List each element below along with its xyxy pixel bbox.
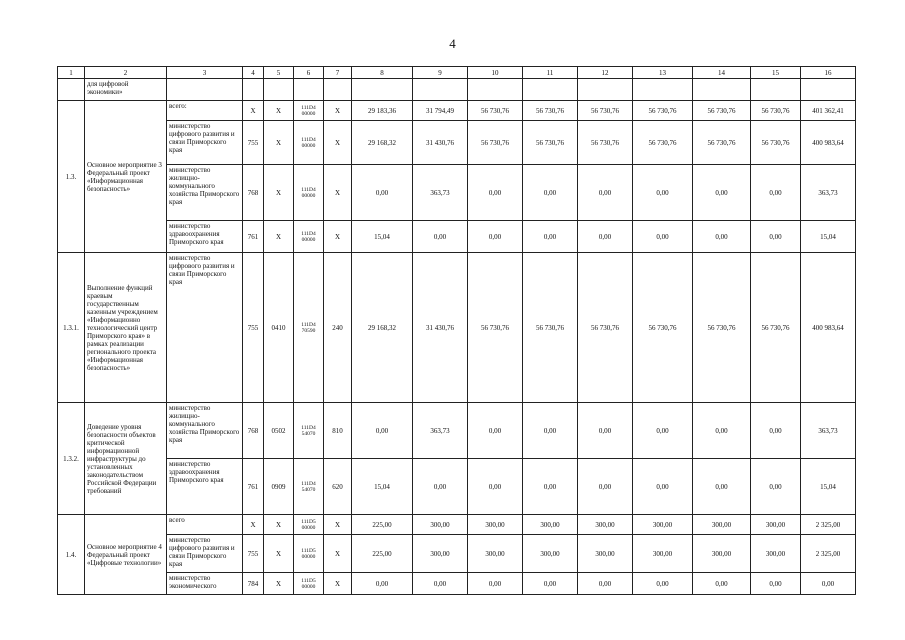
amount-cell: 56 730,76 <box>578 253 633 403</box>
expense-type-cell: 240 <box>324 253 352 403</box>
amount-cell: 300,00 <box>413 535 468 573</box>
target-article-cell: 111D4 70590 <box>294 253 324 403</box>
amount-cell: 0,00 <box>633 459 693 515</box>
amount-cell: 0,00 <box>633 165 693 221</box>
grbs-cell: X <box>243 515 264 535</box>
section-cell: 0410 <box>264 253 294 403</box>
table-row <box>58 253 856 403</box>
grbs-cell: 768 <box>243 165 264 221</box>
amount-cell: 29 183,36 <box>352 101 413 121</box>
target-article-cell: 111D5 00000 <box>294 515 324 535</box>
amount-cell: 0,00 <box>523 573 578 595</box>
amount-cell: 300,00 <box>523 535 578 573</box>
section-cell: X <box>264 535 294 573</box>
amount-cell: 0,00 <box>751 221 801 253</box>
amount-cell: 56 730,76 <box>523 253 578 403</box>
amount-cell: 15,04 <box>801 459 856 515</box>
amount-cell: 2 325,00 <box>801 515 856 535</box>
table-row <box>58 573 856 595</box>
amount-cell: 300,00 <box>633 515 693 535</box>
table-row <box>58 535 856 573</box>
amount-cell: 56 730,76 <box>693 101 751 121</box>
section-cell: X <box>264 121 294 165</box>
amount-cell: 56 730,76 <box>523 101 578 121</box>
amount-cell: 0,00 <box>523 459 578 515</box>
amount-cell: 56 730,76 <box>751 101 801 121</box>
expense-type-cell: X <box>324 221 352 253</box>
amount-cell: 56 730,76 <box>578 121 633 165</box>
amount-cell: 0,00 <box>693 221 751 253</box>
table-row <box>58 403 856 459</box>
amount-cell: 0,00 <box>693 573 751 595</box>
column-number-header: 10 <box>468 67 523 79</box>
expense-type-cell: 620 <box>324 459 352 515</box>
table-row <box>58 459 856 515</box>
row-number-cell: 1.3.2. <box>58 403 85 515</box>
activity-name-cell: Основное мероприятие 4 Федеральный проект «Цифровые технологии» <box>85 515 167 595</box>
amount-cell: 0,00 <box>693 459 751 515</box>
target-article-cell: 111D4 54070 <box>294 403 324 459</box>
table-row <box>58 515 856 535</box>
amount-cell: 0,00 <box>578 165 633 221</box>
expense-type-cell: X <box>324 101 352 121</box>
amount-cell: 300,00 <box>693 515 751 535</box>
grbs-cell: 761 <box>243 459 264 515</box>
amount-cell: 31 794,49 <box>413 101 468 121</box>
amount-cell: 56 730,76 <box>633 101 693 121</box>
table-row <box>58 221 856 253</box>
amount-cell: 0,00 <box>751 459 801 515</box>
target-article-cell: 111D4 54070 <box>294 459 324 515</box>
budget-table <box>57 66 856 595</box>
column-number-header: 2 <box>85 67 167 79</box>
column-number-header: 14 <box>693 67 751 79</box>
grbs-cell: 768 <box>243 403 264 459</box>
amount-cell: 0,00 <box>693 403 751 459</box>
executor-cell: министерство цифрового развития и связи Приморского края <box>167 121 243 165</box>
section-cell: X <box>264 101 294 121</box>
column-number-header: 1 <box>58 67 85 79</box>
amount-cell: 0,00 <box>578 573 633 595</box>
amount-cell: 300,00 <box>468 515 523 535</box>
grbs-cell: 761 <box>243 221 264 253</box>
amount-cell: 0,00 <box>352 403 413 459</box>
amount-cell: 0,00 <box>468 403 523 459</box>
target-article-cell: 111D5 00000 <box>294 535 324 573</box>
activity-name-cell: для цифровой экономики» <box>85 79 167 101</box>
activity-name-cell: Выполнение функций краевым государственным казенным учреждением «Информационно технологический центр Приморского края» в рамках реализации регионального проекта «Информационная безопасность» <box>85 253 167 403</box>
amount-cell: 0,00 <box>413 459 468 515</box>
amount-cell: 0,00 <box>468 165 523 221</box>
column-number-header: 4 <box>243 67 264 79</box>
amount-cell: 225,00 <box>352 515 413 535</box>
amount-cell: 0,00 <box>751 165 801 221</box>
target-article-cell: 111D4 00000 <box>294 121 324 165</box>
amount-cell: 0,00 <box>693 165 751 221</box>
executor-cell: министерство здравоохранения Приморского края <box>167 221 243 253</box>
column-number-header: 11 <box>523 67 578 79</box>
expense-type-cell: X <box>324 165 352 221</box>
row-number-cell <box>58 79 85 101</box>
amount-cell: 300,00 <box>523 515 578 535</box>
amount-cell: 300,00 <box>633 535 693 573</box>
amount-cell: 300,00 <box>693 535 751 573</box>
amount-cell: 363,73 <box>413 403 468 459</box>
amount-cell: 0,00 <box>633 221 693 253</box>
amount-cell: 15,04 <box>801 221 856 253</box>
executor-cell: министерство цифрового развития и связи Приморского края <box>167 253 243 403</box>
amount-cell: 0,00 <box>578 403 633 459</box>
amount-cell: 0,00 <box>352 165 413 221</box>
executor-cell: министерство экономического <box>167 573 243 595</box>
row-number-cell: 1.3.1. <box>58 253 85 403</box>
page-number: 4 <box>449 36 456 51</box>
amount-cell: 363,73 <box>801 165 856 221</box>
section-cell: X <box>264 165 294 221</box>
amount-cell: 0,00 <box>523 165 578 221</box>
executor-cell: министерство жилищно-коммунального хозяйства Приморского края <box>167 165 243 221</box>
executor-cell: всего: <box>167 101 243 121</box>
amount-cell: 300,00 <box>578 535 633 573</box>
row-number-cell: 1.4. <box>58 515 85 595</box>
amount-cell: 56 730,76 <box>468 101 523 121</box>
amount-cell: 0,00 <box>633 403 693 459</box>
amount-cell: 56 730,76 <box>633 253 693 403</box>
expense-type-cell: X <box>324 573 352 595</box>
amount-cell: 0,00 <box>751 573 801 595</box>
grbs-cell: X <box>243 101 264 121</box>
amount-cell: 300,00 <box>751 535 801 573</box>
amount-cell: 300,00 <box>751 515 801 535</box>
amount-cell: 29 168,32 <box>352 253 413 403</box>
table-row <box>58 79 856 101</box>
executor-cell: министерство цифрового развития и связи Приморского края <box>167 535 243 573</box>
column-number-header: 9 <box>413 67 468 79</box>
amount-cell: 300,00 <box>578 515 633 535</box>
amount-cell: 31 430,76 <box>413 253 468 403</box>
column-number-header: 6 <box>294 67 324 79</box>
amount-cell: 56 730,76 <box>633 121 693 165</box>
amount-cell: 0,00 <box>468 221 523 253</box>
amount-cell: 0,00 <box>578 221 633 253</box>
section-cell: 0502 <box>264 403 294 459</box>
amount-cell: 225,00 <box>352 535 413 573</box>
amount-cell: 29 168,32 <box>352 121 413 165</box>
section-cell: 0909 <box>264 459 294 515</box>
amount-cell: 15,04 <box>352 459 413 515</box>
amount-cell: 2 325,00 <box>801 535 856 573</box>
column-number-header: 13 <box>633 67 693 79</box>
amount-cell: 56 730,76 <box>751 121 801 165</box>
table-row <box>58 165 856 221</box>
column-number-header: 12 <box>578 67 633 79</box>
amount-cell: 0,00 <box>468 573 523 595</box>
grbs-cell: 784 <box>243 573 264 595</box>
section-cell: X <box>264 573 294 595</box>
amount-cell: 300,00 <box>468 535 523 573</box>
amount-cell: 56 730,76 <box>468 121 523 165</box>
amount-cell: 56 730,76 <box>468 253 523 403</box>
amount-cell: 0,00 <box>523 403 578 459</box>
expense-type-cell: X <box>324 121 352 165</box>
column-number-header: 8 <box>352 67 413 79</box>
executor-cell: министерство жилищно-коммунального хозяйства Приморского края <box>167 403 243 459</box>
amount-cell: 31 430,76 <box>413 121 468 165</box>
section-cell: X <box>264 515 294 535</box>
target-article-cell: 111D4 00000 <box>294 221 324 253</box>
amount-cell: 363,73 <box>801 403 856 459</box>
section-cell: X <box>264 221 294 253</box>
amount-cell: 0,00 <box>413 221 468 253</box>
amount-cell: 15,04 <box>352 221 413 253</box>
amount-cell: 0,00 <box>352 573 413 595</box>
amount-cell: 56 730,76 <box>693 253 751 403</box>
amount-cell: 0,00 <box>578 459 633 515</box>
amount-cell: 0,00 <box>633 573 693 595</box>
amount-cell: 401 362,41 <box>801 101 856 121</box>
amount-cell: 56 730,76 <box>693 121 751 165</box>
amount-cell: 0,00 <box>413 573 468 595</box>
row-number-cell: 1.3. <box>58 101 85 253</box>
expense-type-cell: X <box>324 535 352 573</box>
amount-cell: 400 983,64 <box>801 253 856 403</box>
target-article-cell: 111D4 00000 <box>294 101 324 121</box>
target-article-cell: 111D5 00000 <box>294 573 324 595</box>
executor-cell: министерство здравоохранения Приморского края <box>167 459 243 515</box>
activity-name-cell: Основное мероприятие 3 Федеральный проект «Информационная безопасность» <box>85 101 167 253</box>
expense-type-cell: X <box>324 515 352 535</box>
amount-cell: 0,00 <box>468 459 523 515</box>
expense-type-cell: 810 <box>324 403 352 459</box>
amount-cell: 400 983,64 <box>801 121 856 165</box>
column-number-header: 16 <box>801 67 856 79</box>
target-article-cell: 111D4 00000 <box>294 165 324 221</box>
column-number-header: 7 <box>324 67 352 79</box>
executor-cell: всего <box>167 515 243 535</box>
amount-cell: 0,00 <box>801 573 856 595</box>
amount-cell: 56 730,76 <box>751 253 801 403</box>
amount-cell: 0,00 <box>751 403 801 459</box>
column-numbers-row <box>58 67 856 79</box>
column-number-header: 15 <box>751 67 801 79</box>
amount-cell: 56 730,76 <box>523 121 578 165</box>
column-number-header: 5 <box>264 67 294 79</box>
activity-name-cell: Доведение уровня безопасности объектов критической информационной инфраструктуры до установленных законодательством Российской Федерации требований <box>85 403 167 515</box>
amount-cell: 363,73 <box>413 165 468 221</box>
grbs-cell: 755 <box>243 535 264 573</box>
amount-cell: 56 730,76 <box>578 101 633 121</box>
table-row <box>58 121 856 165</box>
grbs-cell: 755 <box>243 253 264 403</box>
amount-cell: 300,00 <box>413 515 468 535</box>
grbs-cell: 755 <box>243 121 264 165</box>
amount-cell: 0,00 <box>523 221 578 253</box>
table-row <box>58 101 856 121</box>
column-number-header: 3 <box>167 67 243 79</box>
